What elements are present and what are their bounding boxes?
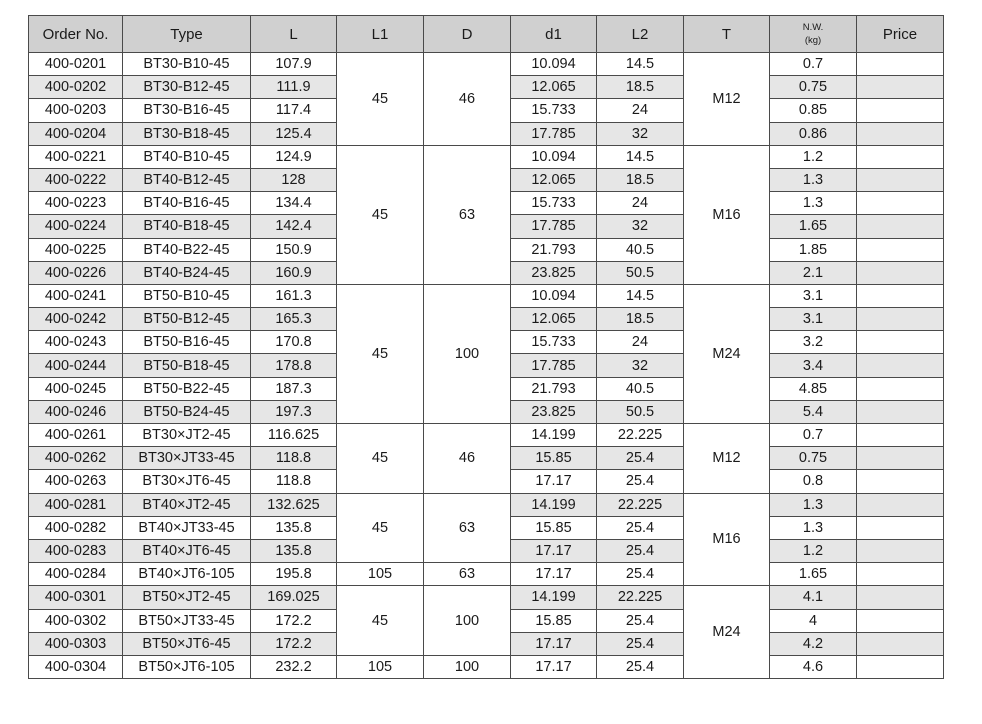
cell-l2: 32 [597, 354, 684, 377]
cell-l2: 25.4 [597, 447, 684, 470]
cell-type: BT30-B12-45 [123, 76, 251, 99]
cell-order-no: 400-0241 [29, 284, 123, 307]
cell-type: BT30-B18-45 [123, 122, 251, 145]
cell-price [857, 424, 944, 447]
cell-price [857, 192, 944, 215]
cell-type: BT40×JT2-45 [123, 493, 251, 516]
cell-price [857, 470, 944, 493]
cell-type: BT40×JT6-105 [123, 563, 251, 586]
cell-price [857, 400, 944, 423]
cell-l2: 25.4 [597, 632, 684, 655]
cell-order-no: 400-0263 [29, 470, 123, 493]
cell-d1: 15.85 [511, 609, 597, 632]
cell-l2: 18.5 [597, 308, 684, 331]
cell-order-no: 400-0303 [29, 632, 123, 655]
cell-l2: 24 [597, 192, 684, 215]
cell-order-no: 400-0243 [29, 331, 123, 354]
header-t: T [684, 16, 770, 53]
cell-l: 142.4 [251, 215, 337, 238]
cell-order-no: 400-0201 [29, 53, 123, 76]
cell-t: M16 [684, 145, 770, 284]
cell-nw: 4.6 [770, 655, 857, 678]
table-row [29, 493, 944, 516]
cell-l: 117.4 [251, 99, 337, 122]
cell-d1: 14.199 [511, 493, 597, 516]
cell-d: 100 [424, 586, 511, 656]
cell-price [857, 655, 944, 678]
cell-l: 160.9 [251, 261, 337, 284]
cell-type: BT30-B16-45 [123, 99, 251, 122]
cell-price [857, 516, 944, 539]
header-row [29, 16, 944, 53]
cell-l2: 22.225 [597, 424, 684, 447]
cell-type: BT50-B18-45 [123, 354, 251, 377]
cell-type: BT30×JT6-45 [123, 470, 251, 493]
cell-nw: 0.75 [770, 447, 857, 470]
cell-d1: 12.065 [511, 168, 597, 191]
table-row [29, 53, 944, 76]
cell-l2: 50.5 [597, 261, 684, 284]
cell-order-no: 400-0304 [29, 655, 123, 678]
cell-l2: 18.5 [597, 76, 684, 99]
header-nw-unit: (kg) [804, 35, 822, 46]
cell-type: BT50-B22-45 [123, 377, 251, 400]
cell-nw: 4 [770, 609, 857, 632]
header-l2: L2 [597, 16, 684, 53]
table-header [29, 16, 944, 53]
cell-nw: 0.7 [770, 53, 857, 76]
table-row [29, 586, 944, 609]
cell-price [857, 563, 944, 586]
cell-l2: 25.4 [597, 609, 684, 632]
cell-l: 172.2 [251, 632, 337, 655]
cell-l1: 45 [337, 586, 424, 656]
cell-t: M24 [684, 586, 770, 679]
cell-d1: 10.094 [511, 145, 597, 168]
cell-l2: 40.5 [597, 238, 684, 261]
cell-order-no: 400-0223 [29, 192, 123, 215]
cell-nw: 3.4 [770, 354, 857, 377]
cell-price [857, 447, 944, 470]
cell-price [857, 99, 944, 122]
cell-d1: 15.733 [511, 331, 597, 354]
cell-nw: 1.3 [770, 192, 857, 215]
spec-table [28, 15, 944, 679]
cell-price [857, 377, 944, 400]
cell-type: BT40-B16-45 [123, 192, 251, 215]
cell-price [857, 354, 944, 377]
cell-l2: 18.5 [597, 168, 684, 191]
cell-d: 100 [424, 655, 511, 678]
cell-nw: 0.75 [770, 76, 857, 99]
cell-type: BT30×JT2-45 [123, 424, 251, 447]
cell-l2: 14.5 [597, 284, 684, 307]
table-row [29, 145, 944, 168]
cell-l1: 45 [337, 145, 424, 284]
cell-price [857, 168, 944, 191]
cell-price [857, 586, 944, 609]
header-l: L [251, 16, 337, 53]
cell-nw: 1.2 [770, 145, 857, 168]
table-row [29, 284, 944, 307]
cell-l: 232.2 [251, 655, 337, 678]
cell-order-no: 400-0224 [29, 215, 123, 238]
cell-l: 118.8 [251, 470, 337, 493]
cell-price [857, 76, 944, 99]
cell-order-no: 400-0226 [29, 261, 123, 284]
cell-d1: 17.17 [511, 470, 597, 493]
cell-t: M12 [684, 424, 770, 494]
cell-type: BT40×JT33-45 [123, 516, 251, 539]
cell-type: BT50-B12-45 [123, 308, 251, 331]
cell-d1: 15.733 [511, 192, 597, 215]
cell-type: BT40×JT6-45 [123, 539, 251, 562]
table-body [29, 53, 944, 679]
cell-nw: 3.1 [770, 308, 857, 331]
cell-order-no: 400-0246 [29, 400, 123, 423]
cell-price [857, 53, 944, 76]
header-d: D [424, 16, 511, 53]
cell-nw: 1.2 [770, 539, 857, 562]
cell-type: BT50×JT6-105 [123, 655, 251, 678]
cell-d1: 17.17 [511, 539, 597, 562]
cell-d: 63 [424, 493, 511, 563]
cell-l: 161.3 [251, 284, 337, 307]
cell-type: BT50×JT2-45 [123, 586, 251, 609]
cell-t: M12 [684, 53, 770, 146]
cell-type: BT40-B12-45 [123, 168, 251, 191]
cell-order-no: 400-0262 [29, 447, 123, 470]
cell-l: 134.4 [251, 192, 337, 215]
cell-order-no: 400-0301 [29, 586, 123, 609]
cell-l: 195.8 [251, 563, 337, 586]
cell-l: 128 [251, 168, 337, 191]
cell-l: 169.025 [251, 586, 337, 609]
cell-d: 63 [424, 145, 511, 284]
cell-price [857, 493, 944, 516]
header-d1: d1 [511, 16, 597, 53]
cell-price [857, 122, 944, 145]
cell-order-no: 400-0245 [29, 377, 123, 400]
cell-type: BT40-B18-45 [123, 215, 251, 238]
cell-d: 46 [424, 53, 511, 146]
header-l1: L1 [337, 16, 424, 53]
cell-d: 46 [424, 424, 511, 494]
cell-price [857, 308, 944, 331]
cell-order-no: 400-0284 [29, 563, 123, 586]
cell-l2: 25.4 [597, 470, 684, 493]
cell-type: BT50-B16-45 [123, 331, 251, 354]
cell-l1: 45 [337, 284, 424, 423]
cell-l2: 14.5 [597, 53, 684, 76]
cell-l1: 105 [337, 563, 424, 586]
cell-nw: 4.1 [770, 586, 857, 609]
cell-l: 135.8 [251, 539, 337, 562]
cell-nw: 3.2 [770, 331, 857, 354]
cell-nw: 1.3 [770, 168, 857, 191]
cell-price [857, 632, 944, 655]
cell-d1: 17.785 [511, 354, 597, 377]
cell-type: BT30×JT33-45 [123, 447, 251, 470]
cell-l: 135.8 [251, 516, 337, 539]
cell-t: M24 [684, 284, 770, 423]
cell-l: 107.9 [251, 53, 337, 76]
cell-nw: 4.2 [770, 632, 857, 655]
cell-price [857, 331, 944, 354]
cell-l: 125.4 [251, 122, 337, 145]
cell-order-no: 400-0225 [29, 238, 123, 261]
table-row [29, 563, 944, 586]
cell-d1: 10.094 [511, 53, 597, 76]
cell-l2: 25.4 [597, 563, 684, 586]
cell-d1: 12.065 [511, 308, 597, 331]
cell-order-no: 400-0202 [29, 76, 123, 99]
cell-price [857, 238, 944, 261]
cell-order-no: 400-0242 [29, 308, 123, 331]
cell-nw: 1.65 [770, 215, 857, 238]
cell-order-no: 400-0302 [29, 609, 123, 632]
cell-l: 197.3 [251, 400, 337, 423]
cell-price [857, 145, 944, 168]
cell-type: BT50-B24-45 [123, 400, 251, 423]
header-nw [770, 16, 857, 53]
cell-d1: 17.17 [511, 632, 597, 655]
cell-nw: 0.7 [770, 424, 857, 447]
cell-t: M16 [684, 493, 770, 586]
header-nw-label: N.W. [802, 22, 824, 33]
cell-l1: 45 [337, 53, 424, 146]
cell-nw: 3.1 [770, 284, 857, 307]
cell-l: 178.8 [251, 354, 337, 377]
cell-type: BT40-B24-45 [123, 261, 251, 284]
header-type: Type [123, 16, 251, 53]
cell-nw: 1.85 [770, 238, 857, 261]
cell-l1: 105 [337, 655, 424, 678]
cell-d: 100 [424, 284, 511, 423]
cell-l: 187.3 [251, 377, 337, 400]
cell-type: BT50×JT6-45 [123, 632, 251, 655]
cell-l2: 32 [597, 215, 684, 238]
table-row [29, 424, 944, 447]
cell-price [857, 539, 944, 562]
cell-order-no: 400-0221 [29, 145, 123, 168]
cell-price [857, 215, 944, 238]
cell-d1: 17.785 [511, 215, 597, 238]
cell-d: 63 [424, 563, 511, 586]
cell-d1: 15.733 [511, 99, 597, 122]
cell-d1: 14.199 [511, 424, 597, 447]
cell-nw: 1.3 [770, 516, 857, 539]
cell-nw: 1.65 [770, 563, 857, 586]
cell-d1: 15.85 [511, 447, 597, 470]
cell-order-no: 400-0283 [29, 539, 123, 562]
cell-type: BT50×JT33-45 [123, 609, 251, 632]
cell-d1: 15.85 [511, 516, 597, 539]
cell-l2: 24 [597, 99, 684, 122]
cell-l2: 22.225 [597, 493, 684, 516]
cell-l2: 24 [597, 331, 684, 354]
cell-d1: 17.785 [511, 122, 597, 145]
cell-nw: 5.4 [770, 400, 857, 423]
cell-l2: 50.5 [597, 400, 684, 423]
cell-order-no: 400-0282 [29, 516, 123, 539]
cell-d1: 23.825 [511, 400, 597, 423]
table-row [29, 655, 944, 678]
cell-l: 132.625 [251, 493, 337, 516]
cell-l: 116.625 [251, 424, 337, 447]
cell-d1: 10.094 [511, 284, 597, 307]
cell-order-no: 400-0281 [29, 493, 123, 516]
cell-d1: 17.17 [511, 563, 597, 586]
cell-l: 172.2 [251, 609, 337, 632]
cell-nw: 4.85 [770, 377, 857, 400]
cell-order-no: 400-0261 [29, 424, 123, 447]
cell-l2: 14.5 [597, 145, 684, 168]
cell-nw: 0.86 [770, 122, 857, 145]
cell-l: 170.8 [251, 331, 337, 354]
cell-nw: 0.8 [770, 470, 857, 493]
cell-nw: 0.85 [770, 99, 857, 122]
cell-l: 150.9 [251, 238, 337, 261]
cell-order-no: 400-0203 [29, 99, 123, 122]
cell-l2: 25.4 [597, 516, 684, 539]
cell-l: 124.9 [251, 145, 337, 168]
cell-d1: 23.825 [511, 261, 597, 284]
cell-nw: 1.3 [770, 493, 857, 516]
cell-l2: 25.4 [597, 655, 684, 678]
cell-l2: 22.225 [597, 586, 684, 609]
cell-l: 165.3 [251, 308, 337, 331]
cell-nw: 2.1 [770, 261, 857, 284]
cell-type: BT40-B10-45 [123, 145, 251, 168]
cell-l: 111.9 [251, 76, 337, 99]
cell-d1: 21.793 [511, 238, 597, 261]
cell-price [857, 609, 944, 632]
cell-d1: 17.17 [511, 655, 597, 678]
cell-l2: 32 [597, 122, 684, 145]
cell-l1: 45 [337, 424, 424, 494]
cell-order-no: 400-0244 [29, 354, 123, 377]
cell-order-no: 400-0222 [29, 168, 123, 191]
cell-type: BT40-B22-45 [123, 238, 251, 261]
cell-l2: 25.4 [597, 539, 684, 562]
cell-price [857, 261, 944, 284]
header-price: Price [857, 16, 944, 53]
cell-l1: 45 [337, 493, 424, 563]
cell-d1: 21.793 [511, 377, 597, 400]
cell-order-no: 400-0204 [29, 122, 123, 145]
cell-type: BT30-B10-45 [123, 53, 251, 76]
cell-price [857, 284, 944, 307]
cell-type: BT50-B10-45 [123, 284, 251, 307]
cell-l2: 40.5 [597, 377, 684, 400]
cell-d1: 12.065 [511, 76, 597, 99]
cell-d1: 14.199 [511, 586, 597, 609]
header-order-no: Order No. [29, 16, 123, 53]
cell-l: 118.8 [251, 447, 337, 470]
